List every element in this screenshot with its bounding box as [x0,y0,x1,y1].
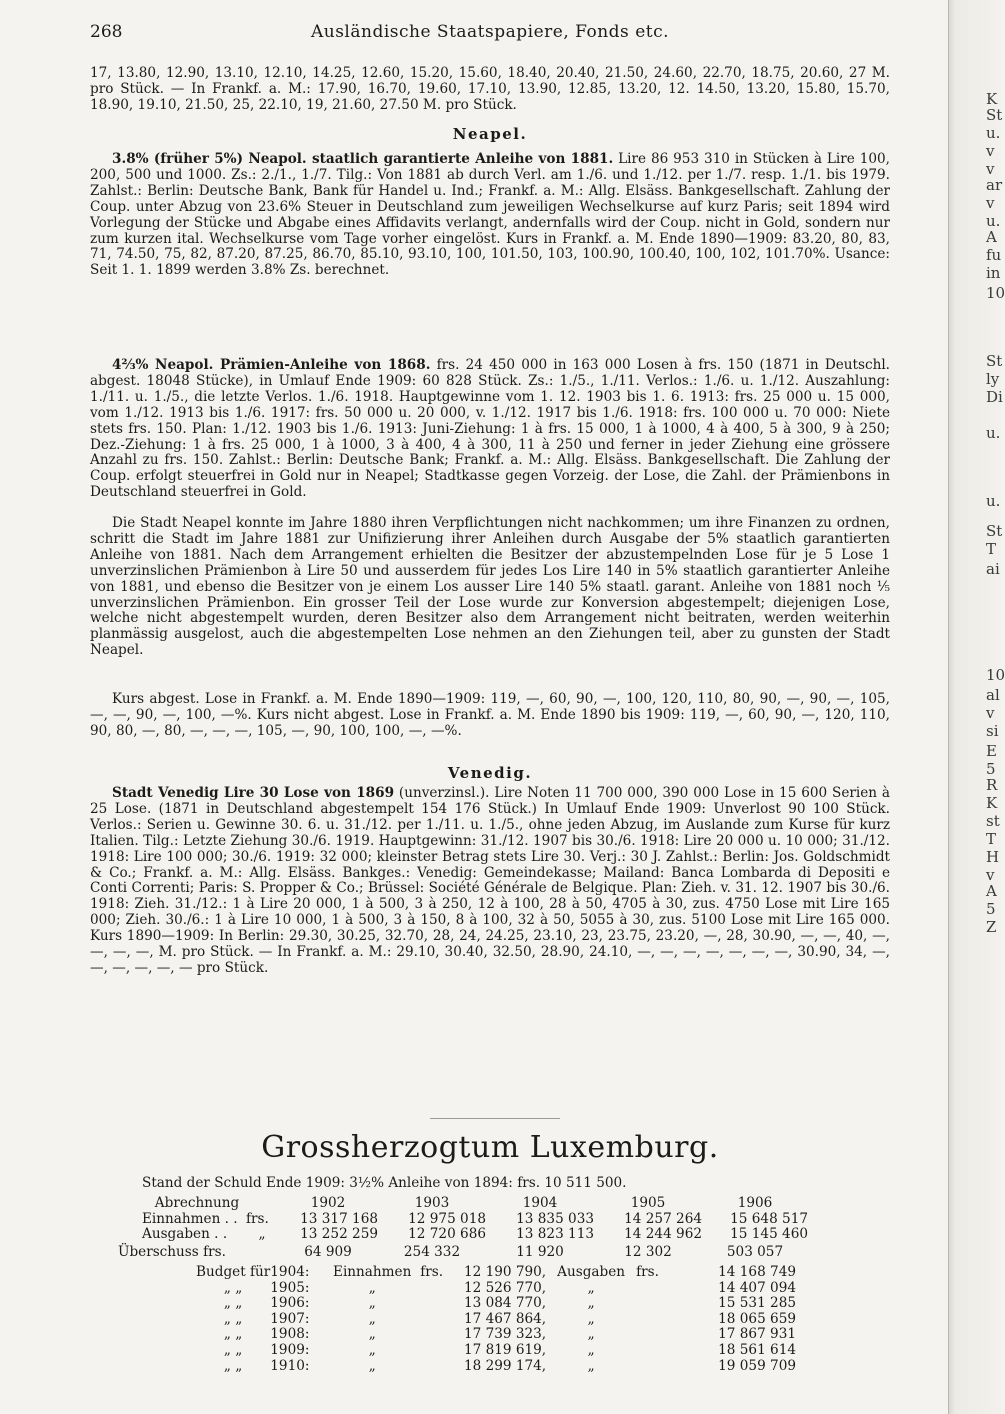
budget-income-value: 12 190 790, [463,1264,547,1280]
budget-income-value: 17 467 864, [463,1310,547,1327]
budget-income-label: „ [368,1295,376,1312]
adjacent-page-fragment: 5 [986,760,996,778]
table-cell: 14 244 962 [624,1226,702,1243]
section-heading-venedig: Venedig. [447,764,533,782]
adjacent-page-edge [948,0,1005,1414]
budget-expense-value: 18 561 614 [718,1341,796,1358]
budget-expense-label: „ [587,1341,595,1358]
venedig-loan-title: Stadt Venedig Lire 30 Lose von 1869 [112,785,395,801]
adjacent-page-fragment: fu [986,246,1002,264]
budget-row [196,1281,796,1297]
neapel-loan-1881-text: Lire 86 953 310 in Stücken à Lire 100, 200, 500 und 1000. Zs.: 2./1., 1./7. Tilg.: Von 1881 ab durch Verl. am 1./6. und 1./12. per 1./7. resp. 1./1. bis 1979. Zahlst.: Berlin: Deutsche Bank, Bank für Handel u. Ind.; Frankf. a. M.: Allg. Elsäss. Bankgesellschaft. Zahlung der Coup. unter Abzug von 23.6% Steuer in Deutschland zum jeweiligen Wechselkurse auf kurz Paris; seit 1894 wird Vorlegung der Stücke und Abgabe eines Affidavits verlangt, andernfalls wird der Coup. nicht in Gold, sondern nur zum kurzen ital. Wechselkurse vom Tage vorher eingelöst. Kurs in Frankf. a. M. Ende 1890—1909: 83.20, 80, 83, 71, 74.50, 75, 82, 87.20, 87.25, 86.70, 85.10, 93.10, 100, 101.50, 103, 100.90, 100.40, 100, 102, 101.70%. Usance: Seit 1. 1. 1899 werden 3.8% Zs. berechnet. [90,151,890,279]
neapel-paragraph-3: Die Stadt Neapel konnte im Jahre 1880 ihren Verpflichtungen nicht nachkommen; um ihre Finanzen zu ordnen, schritt die Stadt im Jahre 1881 zur Unifizierung ihrer Anleihen durch Ausgabe der 5% staatlich garantierten Anleihe von 1881. Nach dem Arrangement erhielten die Besitzer der abzustempelnden Lose für je 5 Lose 1 unverzinslichen Prämienbon à Lire 50 und ausserdem für jedes Los Lire 140 in 5% staatlich garantierter Anleihe von 1881, und ebenso die Besitzer von je einem Los ausser Lire 140 5% staatl. garant. Anleihe von 1881 noch ⅕ unverzinslichen Prämienbon. Ein grosser Teil der Lose wurde zur Konversion abgestempelt; diejenigen Lose, welche nicht abgestempelt wurden, deren Besitzer also dem Arrangement nicht beitraten, werden weiterhin planmässig ausgelost, auch die abgestempelten Lose nehmen an den Ziehungen teil, aber zu gunsten der Stadt Neapel. [90,515,890,659]
budget-row [196,1343,796,1359]
intro-block [90,66,890,114]
neapel-paragraph-2 [90,358,890,501]
budget-expense-label: „ [587,1357,595,1374]
row-label: Überschuss frs. [118,1244,226,1260]
budget-income-unit [420,1327,454,1343]
budget-income-value: 13 084 770, [463,1295,547,1312]
budget-prefix: „ „ [223,1357,243,1374]
page-number: 268 [90,22,123,42]
adjacent-page-fragment: T [986,830,997,848]
adjacent-page-fragment: 10 [986,284,1005,302]
table-cell: 503 057 [726,1244,784,1260]
budget-income-label: „ [368,1326,376,1343]
budget-income-label: „ [368,1310,376,1327]
neapel-loan-1881-title: 3.8% (früher 5%) Neapol. staatlich garantierte Anleihe von 1881. [112,151,614,167]
budget-year: 1905: [270,1279,310,1296]
budget-expense-label: „ [587,1279,595,1296]
budget-expense-value: 19 059 709 [718,1357,796,1374]
budget-year: 1910: [270,1357,310,1374]
adjacent-page-fragment: K [986,90,998,108]
budget-income-unit: frs. [420,1264,444,1280]
adjacent-page-fragment: Z [986,918,997,936]
row-label: Einnahmen . . [142,1210,238,1227]
budget-expense-value: 14 168 749 [718,1264,796,1280]
adjacent-page-fragment: K [986,794,998,812]
adjacent-page-fragment: A [986,228,997,246]
budget-expense-unit [636,1312,670,1328]
budget-prefix: „ „ [223,1279,243,1296]
adjacent-page-fragment: u. [986,124,1001,142]
table-cell: 13 252 259 [300,1226,378,1243]
adjacent-page-fragment: Di [986,388,1003,406]
finance-table [118,1196,808,1243]
budget-income-label: „ [368,1279,376,1296]
section-neapel [90,125,890,143]
table-cell: 13 317 168 [300,1210,378,1227]
table-row-einnahmen [118,1212,808,1228]
luxemburg-stand [90,1176,890,1192]
budget-income-unit [420,1296,454,1312]
running-title: Ausländische Staatspapiere, Fonds etc. [310,22,670,42]
finance-table-header [118,1196,808,1212]
page-header [90,22,890,44]
budget-expense-value: 17 867 931 [718,1326,796,1343]
budget-prefix: „ „ [223,1326,243,1343]
table-cell: 13 835 033 [516,1210,594,1227]
adjacent-page-fragment: St [986,522,1003,540]
header-year-1902: 1902 [310,1195,346,1211]
neapel-premium-block [90,358,890,501]
adjacent-page-fragment: v [986,866,995,884]
surplus-table [118,1245,808,1261]
budget-year: 1906: [270,1295,310,1312]
row-label: Ausgaben . . [142,1226,228,1243]
table-cell: 64 909 [304,1244,352,1260]
budget-year: 1907: [270,1310,310,1327]
header-year-1904: 1904 [522,1195,558,1211]
budget-expense-unit [636,1296,670,1312]
adjacent-page-fragment: St [986,106,1003,124]
header-abrechnung: Abrechnung [154,1195,240,1211]
neapel-premium-loan-text: frs. 24 450 000 in 163 000 Losen à frs. 150 (1871 in Deutschl. abgest. 18048 Stücke), in Umlauf Ende 1909: 60 828 Stück. Zs.: 1./5., 1./11. Verlos.: 1./6. u. 1./12. Auszahlung: 1./11. u. 1./5., die letzte Verlos. 1./6. 1918. Hauptgewinne vom 1. 12. 1903 bis 1. 6. 1913: frs. 25 000 u. 15 000, vom 1./12. 1913 bis 1./6. 1917: frs. 50 000 u. 20 000, v. 1./12. 1917 bis 1./6. 1918: frs. 100 000 u. 70 000: Niete stets frs. 150. Plan: 1./12. 1903 bis 1./6. 1913: Juni-Ziehung: 1 à frs. 15 000, 1 à 1000, 4 à 400, 5 à 300, 9 à 250; Dez.-Ziehung: 1 à frs. 25 000, 1 à 1000, 3 à 400, 4 à 300, 11 à 250 und ferner in jeder Ziehung eine grössere Anzahl zu frs. 150. Zahlst.: Berlin: Deutsche Bank; Frankf. a. M.: Allg. Elsäss. Bankgesellschaft. Die Zahlung der Coup. erfolgt steuerfrei in Gold nur in Neapel; Stadtkasse gegen Vorzeig. der Lose, die Zahl. der Prämienbons in Deutschland steuerfrei in Gold. [90,357,891,501]
adjacent-page-fragment: ai [986,560,1000,578]
section-heading-luxemburg: Grossherzogtum Luxemburg. [261,1130,719,1165]
budget-expense-unit [636,1327,670,1343]
adjacent-page-fragment: st [986,812,1000,830]
adjacent-page-fragment: ly [986,370,1000,388]
row-unit: „ [258,1226,266,1243]
budget-income-label: „ [368,1357,376,1374]
table-cell: 12 302 [624,1244,672,1260]
budget-prefix: „ „ [223,1295,243,1312]
venedig-loan-text: (unverzinsl.). Lire Noten 11 700 000, 390 000 Lose in 15 600 Serien à 25 Lose. (1871 in Deutschland abgestempelt 154 176 Stück.) In Umlauf Ende 1909: Unverlost 90 100 Stück. Verlos.: Serien u. Gewinne 30. 6. u. 31./12. per 1./11. u. 1./5., ohne jeden Abzug, im Auslande zum Kurse für kurz Italien. Tilg.: Letzte Ziehung 30./6. 1919. Hauptgewinn: 31./12. 1907 bis 30./6. 1918: Lire 20 000 u. 10 000; 31./12. 1918: Lire 100 000; 30./6. 1919: 32 000; kleinster Betrag stets Lire 30. Verj.: 30 J. Zahlst.: Berlin: Jos. Goldschmidt & Co.; Frankf. a. M.: Allg. Elsäss. Bankges.: Venedig: Gemeindekasse; Mailand: Banca Lombarda di Depositi e Conti Correnti; Paris: S. Propper & Co.; Brüssel: Société Générale de Belgique. Plan: Zieh. v. 31. 12. 1907 bis 30./6. 1918: Zieh. 31./12.: 1 à Lire 20 000, 1 à 500, 3 à 250, 12 à 100, 28 à 50, 4705 à 30, zus. 4750 Lose mit Lire 165 000; Zieh. 30./6.: 1 à Lire 10 000, 1 à 500, 3 à 150, 8 à 100, 32 à 50, 5055 à 30, zus. 5100 Lose mit Lire 165 000. Kurs 1890—1909: In Berlin: 29.30, 30.25, 32.70, 28, 24, 24.25, 23.10, 23, 23.75, 23.20, —, 28, 30.90, —, —, 40, —, —, —, —, M. pro Stück. — In Frankf. a. M.: 29.10, 30.40, 32.50, 28.90, 24.10, —, —, —, —, —, —, —, 30.90, 34, —, —, —, —, —, — pro Stück. [90,785,890,976]
table-cell: 254 332 [403,1244,461,1260]
budget-expense-label: „ [587,1295,595,1312]
budget-expense-value: 18 065 659 [718,1310,796,1327]
adjacent-page-fragment: u. [986,492,1001,510]
table-cell: 15 145 460 [730,1226,808,1243]
budget-income-value: 12 526 770, [463,1279,547,1296]
budget-expense-value: 15 531 285 [718,1295,796,1312]
adjacent-page-fragment: in [986,264,1001,282]
neapel-history-block [90,516,890,659]
budget-expense-unit [636,1359,670,1375]
neapel-paragraph-1 [90,152,890,279]
budget-income-unit [420,1281,454,1297]
budget-income-unit [420,1359,454,1375]
adjacent-page-fragment: v [986,160,995,178]
table-cell: 14 257 264 [624,1210,702,1227]
header-year-1903: 1903 [414,1195,450,1211]
adjacent-page-fragment: A [986,882,997,900]
budget-income-value: 17 739 323, [463,1326,547,1343]
adjacent-page-fragment: St [986,352,1003,370]
budget-row [196,1312,796,1328]
adjacent-page-fragment: 5 [986,900,996,918]
budget-income-label: „ [368,1341,376,1358]
adjacent-page-fragment: 10 [986,666,1005,684]
adjacent-page-fragment: R [986,776,998,794]
budget-row [196,1296,796,1312]
budget-year: 1904: [270,1264,310,1280]
budget-table-wrapper [196,1265,796,1374]
table-cell: 11 920 [516,1244,564,1260]
adjacent-page-fragment: v [986,194,995,212]
budget-prefix: Budget für [196,1264,271,1280]
neapel-body [90,152,890,279]
section-luxemburg [90,1130,890,1165]
section-venedig [90,764,890,782]
table-cell: 12 720 686 [408,1226,486,1243]
adjacent-page-fragment: ar [986,176,1003,194]
budget-income-unit [420,1343,454,1359]
venedig-paragraph-1 [90,786,890,977]
adjacent-page-fragment: H [986,848,1000,866]
row-unit: frs. [246,1210,269,1227]
section-heading-neapel: Neapel. [452,125,528,143]
budget-expense-label: „ [587,1310,595,1327]
budget-income-value: 17 819 619, [463,1341,547,1358]
adjacent-page-fragment: v [986,704,995,722]
table-row-ueberschuss [118,1245,808,1261]
budget-expense-label: „ [587,1326,595,1343]
intro-paragraph: 17, 13.80, 12.90, 13.10, 12.10, 14.25, 12.60, 15.20, 15.60, 18.40, 20.40, 21.50, 24.60, 22.70, 18.75, 20.60, 27 M. pro Stück. — In Frankf. a. M.: 17.90, 16.70, 19.60, 17.10, 13.90, 12.85, 13.20, 12. 14.50, 13.20, 15.80, 15.70, 18.90, 19.10, 21.50, 25, 22.10, 19, 21.60, 27.50 M. pro Stück. [90,65,890,113]
budget-expense-unit: frs. [636,1264,659,1280]
adjacent-page-fragment: v [986,142,995,160]
finance-table-wrapper [118,1196,808,1243]
venedig-body [90,786,890,977]
budget-year: 1908: [270,1326,310,1343]
budget-year: 1909: [270,1341,310,1358]
adjacent-page-fragment: E [986,742,997,760]
budget-expense-value: 14 407 094 [718,1279,796,1296]
budget-prefix: „ „ [223,1341,243,1358]
budget-row [196,1327,796,1343]
neapel-paragraph-4: Kurs abgest. Lose in Frankf. a. M. Ende 1890—1909: 119, —, 60, 90, —, 100, 120, 110, 80, 90, —, 90, —, 105, —, —, 90, —, 100, —%. Kurs nicht abgest. Lose in Frankf. a. M. Ende 1890 bis 1909: 119, —, 60, 90, —, 120, 110, 90, 80, —, 80, —, —, —, 105, —, 90, 100, 100, —, —%. [90,691,890,739]
budget-expense-label: Ausgaben [557,1264,626,1280]
budget-row [196,1265,796,1281]
budget-income-value: 18 299 174, [463,1357,547,1374]
budget-expense-unit [636,1281,670,1297]
budget-row [196,1359,796,1375]
adjacent-page-fragment: al [986,686,1000,704]
debt-status-line: Stand der Schuld Ende 1909: 3½% Anleihe von 1894: frs. 10 511 500. [142,1175,627,1191]
neapel-premium-loan-title: 4⅔% Neapol. Prämien-Anleihe von 1868. [112,357,431,373]
budget-income-unit [420,1312,454,1328]
budget-prefix: „ „ [223,1310,243,1327]
neapel-kurs-block [90,692,890,740]
table-cell: 15 648 517 [730,1210,808,1227]
header-year-1906: 1906 [737,1195,773,1211]
table-row-ausgaben [118,1227,808,1243]
section-divider [430,1118,560,1119]
surplus-row-wrapper [118,1245,808,1261]
table-cell: 12 975 018 [408,1210,486,1227]
adjacent-page-fragment: T [986,540,997,558]
adjacent-page-fragment: si [986,722,999,740]
adjacent-page-fragment: u. [986,424,1001,442]
budget-table [196,1265,796,1374]
header-year-1905: 1905 [630,1195,666,1211]
table-cell: 13 823 113 [516,1226,594,1243]
budget-income-label: Einnahmen [333,1264,412,1280]
adjacent-page-fragment: u. [986,212,1001,230]
budget-expense-unit [636,1343,670,1359]
